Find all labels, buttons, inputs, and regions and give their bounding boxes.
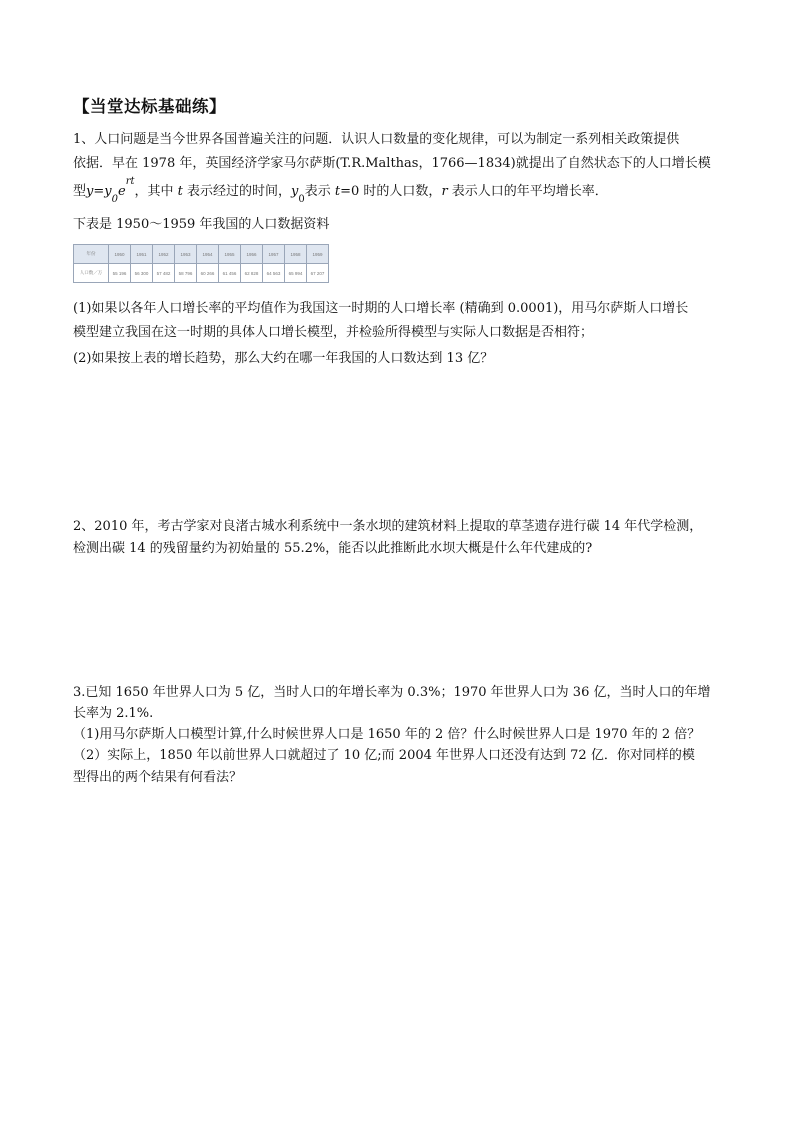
table-cell: 1954 — [197, 245, 219, 264]
table-cell: 1950 — [109, 245, 131, 264]
table-row — [74, 264, 329, 283]
section-title: 【当堂达标基础练】 — [73, 97, 226, 116]
q2-line-1: 2、2010 年，考古学家对良渚古城水利系统中一条水坝的建筑材料上提取的草茎遗存进行碳 14 年代学检测， — [73, 519, 703, 534]
table-header-label: 年份 — [74, 245, 109, 264]
table-header-row — [74, 245, 329, 264]
table-cell: 61 456 — [219, 264, 241, 283]
table-cell: 1957 — [263, 245, 285, 264]
q3-line-1: 3.已知 1650 年世界人口为 5 亿，当时人口的年增长率为 0.3%；1970 年世界人口为 36 亿，当时人口的年增 — [73, 685, 711, 700]
q1-part1-line-1: (1)如果以各年人口增长率的平均值作为我国这一时期的人口增长率 (精确到 0.0001)，用马尔萨斯人口增长 — [73, 301, 689, 316]
table-cell: 58 796 — [175, 264, 197, 283]
table-cell: 67 207 — [307, 264, 329, 283]
q1-line-1: 1、人口问题是当今世界各国普遍关注的问题．认识人口数量的变化规律，可以为制定一系列相关政策提供 — [73, 132, 680, 147]
q3-line-2: 长率为 2.1%. — [73, 706, 154, 721]
q3-line-4: （2）实际上，1850 年以前世界人口就超过了 10 亿;而 2004 年世界人口还没有达到 72 亿．你对同样的模 — [73, 748, 695, 763]
q3-line-3: （1)用马尔萨斯人口模型计算,什么时候世界人口是 1650 年的 2 倍？什么时候世界人口是 1970 年的 2 倍？ — [73, 727, 701, 742]
table-cell: 1958 — [285, 245, 307, 264]
table-cell: 57 482 — [153, 264, 175, 283]
table-cell: 1959 — [307, 245, 329, 264]
table-cell: 56 300 — [131, 264, 153, 283]
table-cell: 1956 — [241, 245, 263, 264]
table-cell: 1952 — [153, 245, 175, 264]
q1-line-4: 下表是 1950～1959 年我国的人口数据资料 — [73, 217, 330, 232]
table-cell: 1951 — [131, 245, 153, 264]
table-cell: 62 828 — [241, 264, 263, 283]
table-cell: 64 563 — [263, 264, 285, 283]
formula-prefix: 型 — [73, 184, 87, 199]
q1-part2: (2)如果按上表的增长趋势，那么大约在哪一年我国的人口数达到 13 亿？ — [73, 351, 494, 366]
q1-part1-line-2: 模型建立我国在这一时期的具体人口增长模型，并检验所得模型与实际人口数据是否相符； — [73, 325, 594, 340]
table-cell: 1953 — [175, 245, 197, 264]
table-cell: 55 196 — [109, 264, 131, 283]
table-cell: 60 266 — [197, 264, 219, 283]
population-table — [73, 244, 329, 283]
q2-line-2: 检测出碳 14 的残留量约为初始量的 55.2%，能否以此推断此水坝大概是什么年代建成的? — [73, 541, 593, 556]
q1-line-2: 依据．早在 1978 年，英国经济学家马尔萨斯(T.R.Malthas，1766—1834)就提出了自然状态下的人口增长模 — [73, 156, 711, 171]
table-cell: 1955 — [219, 245, 241, 264]
malthus-formula: $y=y_0e^{rt}$ — [86, 176, 135, 205]
q3-line-5: 型得出的两个结果有何看法？ — [73, 770, 243, 785]
table-cell: 65 994 — [285, 264, 307, 283]
q1-line-3: 型$y=y_0e^{rt}$，其中 t 表示经过的时间，$y_0$表示 t=0 时的人口数，r 表示人口的年平均增长率． — [73, 176, 608, 205]
table-row-label: 人口数／万 — [74, 264, 109, 283]
